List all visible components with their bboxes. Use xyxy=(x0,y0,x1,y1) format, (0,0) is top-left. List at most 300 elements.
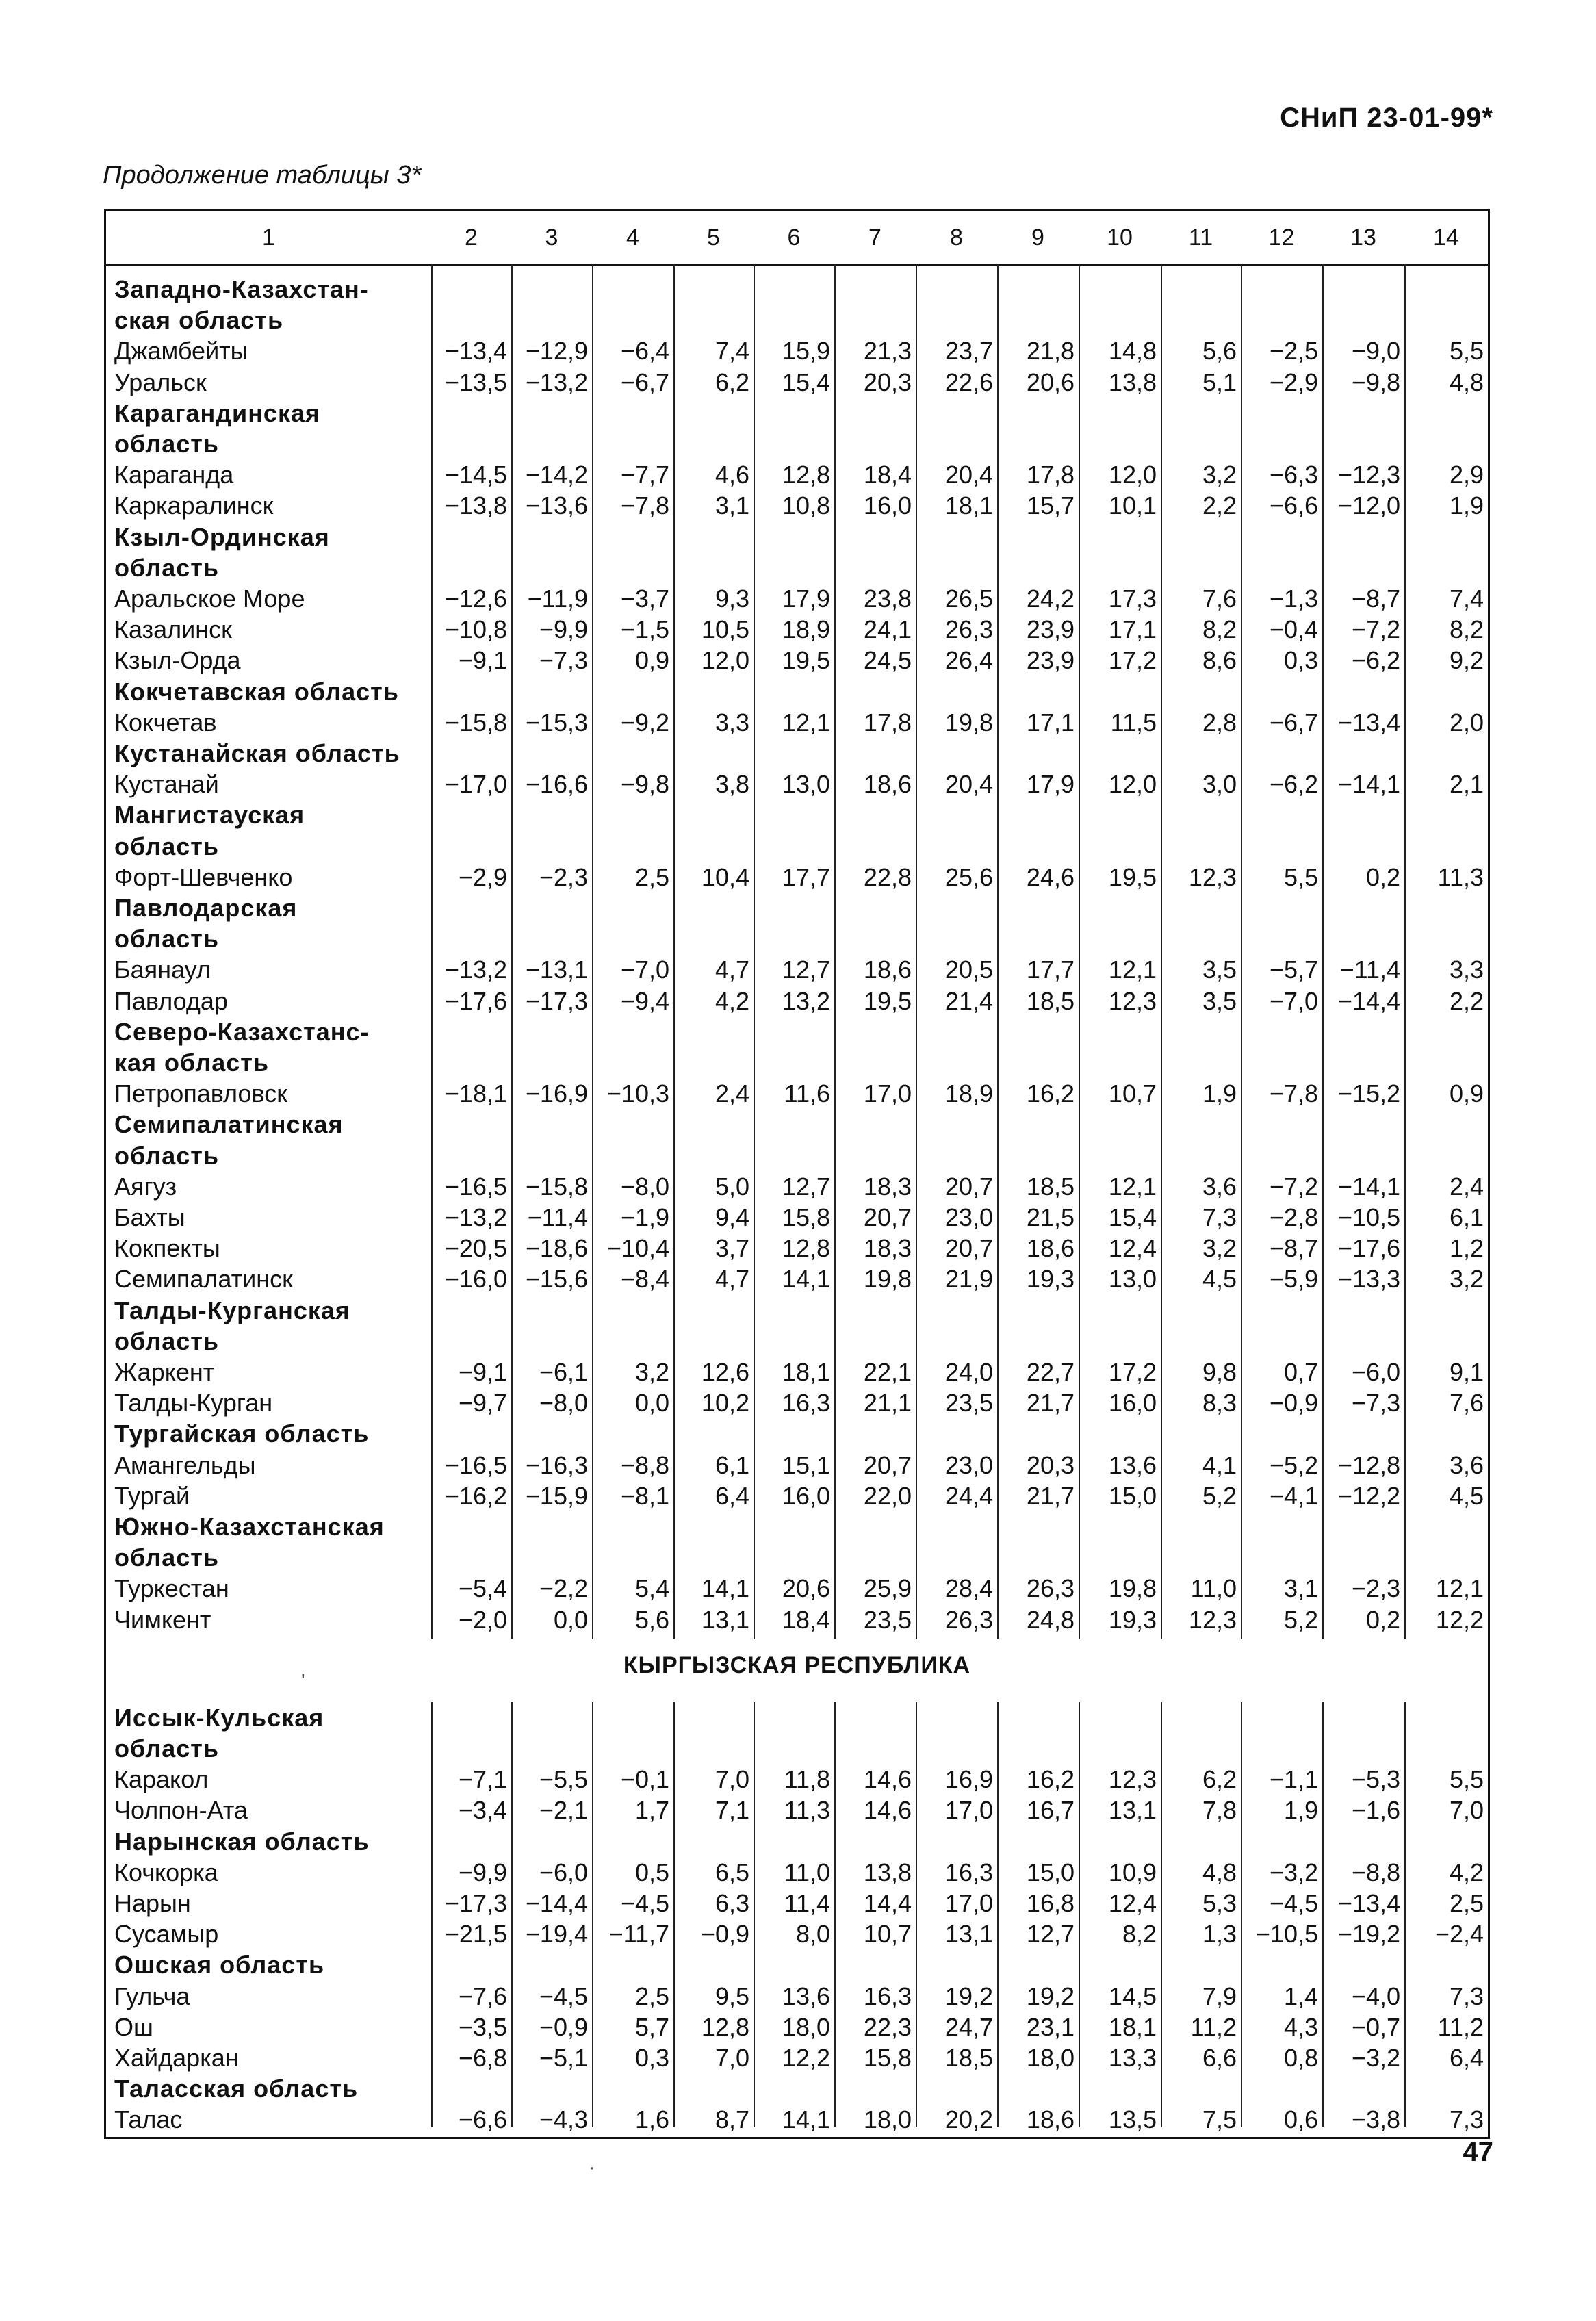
value-cell: 12,3 xyxy=(1188,862,1237,891)
value-cell: 5,6 xyxy=(634,1605,669,1634)
value-cell: 28,4 xyxy=(944,1574,993,1603)
value-cell: 17,8 xyxy=(863,708,912,736)
value-cell: 9,8 xyxy=(1202,1358,1237,1386)
value-cell: 0,5 xyxy=(634,1858,669,1886)
value-cell: −20,5 xyxy=(444,1234,507,1263)
column-divider xyxy=(834,1702,836,2127)
value-cell: 2,4 xyxy=(1449,1172,1484,1201)
value-cell: 4,5 xyxy=(1202,1265,1237,1294)
region-heading-row xyxy=(106,274,1488,305)
value-cell: −19,4 xyxy=(525,1920,588,1949)
value-cell: 0,7 xyxy=(1283,1358,1318,1386)
region-heading-row xyxy=(106,398,1488,428)
value-cell: −16,5 xyxy=(444,1172,507,1201)
value-cell: −13,4 xyxy=(1337,708,1400,736)
value-cell: −4,3 xyxy=(539,2105,588,2134)
value-cell: 20,6 xyxy=(1026,368,1074,396)
value-cell: 17,7 xyxy=(1026,956,1074,984)
value-cell: −16,0 xyxy=(444,1265,507,1294)
value-cell: −15,8 xyxy=(525,1172,588,1201)
value-cell: −15,2 xyxy=(1337,1079,1400,1108)
region-name: Тургайская область xyxy=(114,1420,370,1448)
value-cell: 20,6 xyxy=(782,1574,830,1603)
value-cell: −13,2 xyxy=(444,1203,507,1231)
value-cell: 16,0 xyxy=(1108,1389,1157,1418)
value-cell: 7,0 xyxy=(1449,1796,1484,1825)
value-cell: 4,7 xyxy=(715,1265,749,1294)
value-cell: −8,4 xyxy=(620,1265,669,1294)
value-cell: 11,0 xyxy=(784,1858,830,1886)
value-cell: −18,1 xyxy=(444,1079,507,1108)
region-heading-row xyxy=(106,1826,1488,1857)
region-heading-row xyxy=(106,893,1488,923)
value-cell: 8,0 xyxy=(795,1920,830,1949)
station-name: Казалинск xyxy=(114,615,232,644)
climate-table xyxy=(104,209,1490,2139)
value-cell: −5,5 xyxy=(539,1765,588,1794)
region-name: Кокчетавская область xyxy=(114,677,399,706)
value-cell: 8,2 xyxy=(1202,615,1237,644)
region-heading-row xyxy=(106,1109,1488,1140)
value-cell: 18,6 xyxy=(1026,1234,1074,1263)
value-cell: 20,7 xyxy=(944,1172,993,1201)
value-cell: −4,5 xyxy=(539,1982,588,2010)
value-cell: 11,6 xyxy=(784,1079,830,1108)
value-cell: −7,8 xyxy=(1269,1079,1318,1108)
table-row xyxy=(106,707,1488,738)
value-cell: 4,8 xyxy=(1449,368,1484,396)
value-cell: 8,3 xyxy=(1202,1389,1237,1418)
value-cell: 18,1 xyxy=(1108,2012,1157,2041)
region-name: Южно-Казахстанская xyxy=(114,1513,385,1541)
value-cell: 18,0 xyxy=(1026,2044,1074,2072)
station-name: Кокчетав xyxy=(114,708,217,736)
value-cell: −12,0 xyxy=(1337,491,1400,520)
value-cell: 12,4 xyxy=(1108,1889,1157,1917)
value-cell: 26,5 xyxy=(944,585,993,613)
value-cell: 18,0 xyxy=(782,2012,830,2041)
value-cell: 9,3 xyxy=(715,585,749,613)
value-cell: −1,3 xyxy=(1269,585,1318,613)
table-row xyxy=(106,2104,1488,2135)
station-name: Ош xyxy=(114,2012,153,2041)
value-cell: −9,9 xyxy=(539,615,588,644)
value-cell: 2,0 xyxy=(1449,708,1484,736)
value-cell: 23,0 xyxy=(944,1450,993,1479)
table-row xyxy=(106,1233,1488,1264)
value-cell: 6,4 xyxy=(715,1481,749,1510)
column-divider xyxy=(1404,1702,1406,2127)
station-name: Каркаралинск xyxy=(114,491,274,520)
value-cell: 22,0 xyxy=(863,1481,912,1510)
column-divider xyxy=(1079,264,1080,1639)
value-cell: −14,4 xyxy=(525,1889,588,1917)
region-name: ская область xyxy=(114,306,284,335)
station-name: Хайдаркан xyxy=(114,2044,239,2072)
value-cell: 19,8 xyxy=(1108,1574,1157,1603)
table-row xyxy=(106,335,1488,366)
value-cell: 12,8 xyxy=(782,1234,830,1263)
value-cell: 0,3 xyxy=(1283,646,1318,675)
value-cell: 7,0 xyxy=(715,1765,749,1794)
table-row xyxy=(106,1480,1488,1511)
value-cell: 17,2 xyxy=(1108,1358,1157,1386)
region-heading-row xyxy=(106,1295,1488,1326)
value-cell: 0,3 xyxy=(634,2044,669,2072)
value-cell: −11,9 xyxy=(527,585,588,613)
value-cell: 1,9 xyxy=(1449,491,1484,520)
value-cell: −10,4 xyxy=(606,1234,669,1263)
station-name: Каракол xyxy=(114,1765,209,1794)
value-cell: −12,9 xyxy=(525,337,588,366)
value-cell: 1,9 xyxy=(1202,1079,1237,1108)
column-header: 14 xyxy=(1433,225,1459,251)
value-cell: 17,3 xyxy=(1108,585,1157,613)
region-heading-row xyxy=(106,923,1488,954)
region-name: область xyxy=(114,925,220,953)
value-cell: 0,2 xyxy=(1365,1605,1400,1634)
value-cell: 2,1 xyxy=(1449,770,1484,799)
value-cell: 18,5 xyxy=(1026,986,1074,1015)
value-cell: 9,4 xyxy=(715,1203,749,1231)
station-name: Жаркент xyxy=(114,1358,215,1386)
column-header: 11 xyxy=(1188,225,1213,251)
station-name: Талас xyxy=(114,2105,183,2134)
value-cell: −2,5 xyxy=(1269,337,1318,366)
table-row xyxy=(106,1573,1488,1604)
value-cell: 12,1 xyxy=(1435,1574,1484,1603)
value-cell: 15,1 xyxy=(782,1450,830,1479)
value-cell: 3,6 xyxy=(1449,1450,1484,1479)
value-cell: 25,6 xyxy=(944,862,993,891)
value-cell: −11,4 xyxy=(1339,956,1400,984)
value-cell: 15,7 xyxy=(1026,491,1074,520)
value-cell: 10,2 xyxy=(701,1389,749,1418)
region-heading-row xyxy=(106,1511,1488,1542)
value-cell: −13,5 xyxy=(444,368,507,396)
region-heading-row xyxy=(106,831,1488,862)
value-cell: 16,2 xyxy=(1026,1079,1074,1108)
value-cell: 11,4 xyxy=(784,1889,830,1917)
value-cell: 19,3 xyxy=(1108,1605,1157,1634)
value-cell: −3,2 xyxy=(1269,1858,1318,1886)
value-cell: 9,2 xyxy=(1449,646,1484,675)
value-cell: 2,8 xyxy=(1202,708,1237,736)
value-cell: 10,9 xyxy=(1108,1858,1157,1886)
station-name: Аягуз xyxy=(114,1172,177,1201)
value-cell: −1,5 xyxy=(620,615,669,644)
value-cell: 16,8 xyxy=(1026,1889,1074,1917)
value-cell: 19,2 xyxy=(1026,1982,1074,2010)
column-divider xyxy=(511,1702,513,2127)
value-cell: −17,6 xyxy=(444,986,507,1015)
station-name: Семипалатинск xyxy=(114,1265,293,1294)
value-cell: 12,2 xyxy=(1435,1605,1484,1634)
station-name: Уральск xyxy=(114,368,207,396)
station-name: Бахты xyxy=(114,1203,185,1231)
value-cell: −12,6 xyxy=(444,585,507,613)
table-row xyxy=(106,1857,1488,1888)
value-cell: −10,5 xyxy=(1255,1920,1318,1949)
value-cell: 5,0 xyxy=(715,1172,749,1201)
value-cell: −13,2 xyxy=(525,368,588,396)
value-cell: 3,2 xyxy=(1202,1234,1237,1263)
value-cell: 15,4 xyxy=(782,368,830,396)
value-cell: 12,8 xyxy=(782,461,830,489)
value-cell: 2,4 xyxy=(715,1079,749,1108)
region-name: Нарынская область xyxy=(114,1827,370,1856)
value-cell: 10,7 xyxy=(1108,1079,1157,1108)
table-row xyxy=(106,1171,1488,1202)
value-cell: 22,3 xyxy=(863,2012,912,2041)
value-cell: 5,7 xyxy=(634,2012,669,2041)
station-name: Кочкорка xyxy=(114,1858,218,1886)
value-cell: 8,2 xyxy=(1122,1920,1157,1949)
value-cell: 18,5 xyxy=(1026,1172,1074,1201)
value-cell: 17,0 xyxy=(944,1796,993,1825)
value-cell: 15,8 xyxy=(863,2044,912,2072)
value-cell: 7,6 xyxy=(1449,1389,1484,1418)
region-name: Западно-Казахстан- xyxy=(114,275,369,303)
value-cell: 24,2 xyxy=(1026,585,1074,613)
table-row xyxy=(106,1604,1488,1635)
value-cell: 24,7 xyxy=(944,2012,993,2041)
value-cell: 3,2 xyxy=(1202,461,1237,489)
value-cell: −12,3 xyxy=(1337,461,1400,489)
column-divider xyxy=(431,264,433,1639)
document-code: СНиП 23-01-99* xyxy=(1280,103,1493,133)
value-cell: 21,8 xyxy=(1026,337,1074,366)
value-cell: 0,0 xyxy=(553,1605,588,1634)
value-cell: −9,0 xyxy=(1351,337,1400,366)
value-cell: 12,7 xyxy=(782,956,830,984)
region-name: Кустанайская область xyxy=(114,739,400,767)
region-name: кая область xyxy=(114,1049,270,1077)
value-cell: 11,5 xyxy=(1110,708,1157,736)
value-cell: 26,4 xyxy=(944,646,993,675)
table-row xyxy=(106,1888,1488,1919)
value-cell: 19,8 xyxy=(944,708,993,736)
value-cell: −13,6 xyxy=(525,491,588,520)
station-name: Петропавловск xyxy=(114,1079,287,1108)
value-cell: 17,9 xyxy=(1026,770,1074,799)
value-cell: 18,6 xyxy=(863,770,912,799)
value-cell: 12,4 xyxy=(1108,1234,1157,1263)
column-divider xyxy=(1079,1702,1080,2127)
value-cell: 15,4 xyxy=(1108,1203,1157,1231)
table-row xyxy=(106,1450,1488,1480)
column-header: 3 xyxy=(545,225,558,251)
value-cell: −15,3 xyxy=(525,708,588,736)
value-cell: 4,6 xyxy=(715,461,749,489)
value-cell: −7,0 xyxy=(1269,986,1318,1015)
column-header: 13 xyxy=(1350,225,1376,251)
value-cell: 8,6 xyxy=(1202,646,1237,675)
value-cell: 5,3 xyxy=(1202,1889,1237,1917)
value-cell: 3,0 xyxy=(1202,770,1237,799)
column-header: 7 xyxy=(868,225,881,251)
value-cell: 10,4 xyxy=(701,862,749,891)
value-cell: 7,0 xyxy=(715,2044,749,2072)
value-cell: 15,0 xyxy=(1026,1858,1074,1886)
value-cell: 3,6 xyxy=(1202,1172,1237,1201)
value-cell: −4,5 xyxy=(1269,1889,1318,1917)
region-heading-row xyxy=(106,1047,1488,1078)
value-cell: −14,1 xyxy=(1337,770,1400,799)
value-cell: 13,1 xyxy=(1108,1796,1157,1825)
region-heading-row xyxy=(106,799,1488,830)
value-cell: −1,1 xyxy=(1269,1765,1318,1794)
value-cell: 20,7 xyxy=(863,1203,912,1231)
value-cell: −14,4 xyxy=(1337,986,1400,1015)
value-cell: 16,0 xyxy=(782,1481,830,1510)
value-cell: 4,2 xyxy=(715,986,749,1015)
value-cell: 12,3 xyxy=(1108,986,1157,1015)
value-cell: −9,9 xyxy=(458,1858,507,1886)
column-header: 9 xyxy=(1031,225,1044,251)
value-cell: 17,0 xyxy=(863,1079,912,1108)
station-name: Кустанай xyxy=(114,770,219,799)
value-cell: 19,8 xyxy=(863,1265,912,1294)
table-row xyxy=(106,2042,1488,2073)
value-cell: 23,5 xyxy=(944,1389,993,1418)
value-cell: 21,7 xyxy=(1026,1389,1074,1418)
value-cell: −8,0 xyxy=(539,1389,588,1418)
value-cell: −7,0 xyxy=(620,956,669,984)
region-heading-row xyxy=(106,1326,1488,1357)
value-cell: 14,1 xyxy=(701,1574,749,1603)
value-cell: 5,5 xyxy=(1283,862,1318,891)
value-cell: 18,4 xyxy=(782,1605,830,1634)
region-name: область xyxy=(114,1141,220,1170)
value-cell: −13,3 xyxy=(1337,1265,1400,1294)
value-cell: −17,3 xyxy=(525,986,588,1015)
value-cell: 19,2 xyxy=(944,1982,993,2010)
column-divider xyxy=(916,1702,917,2127)
value-cell: 1,9 xyxy=(1283,1796,1318,1825)
value-cell: 20,3 xyxy=(863,368,912,396)
region-heading-row xyxy=(106,1140,1488,1171)
value-cell: 6,2 xyxy=(1202,1765,1237,1794)
value-cell: 16,9 xyxy=(944,1765,993,1794)
value-cell: −0,9 xyxy=(700,1920,749,1949)
table-row xyxy=(106,645,1488,676)
value-cell: 10,5 xyxy=(701,615,749,644)
value-cell: −6,7 xyxy=(1269,708,1318,736)
value-cell: 13,0 xyxy=(1108,1265,1157,1294)
station-name: Кокпекты xyxy=(114,1234,220,1263)
table-row xyxy=(106,367,1488,398)
value-cell: −5,1 xyxy=(539,2044,588,2072)
value-cell: −2,1 xyxy=(539,1796,588,1825)
column-divider xyxy=(997,1702,999,2127)
value-cell: −7,6 xyxy=(458,1982,507,2010)
value-cell: 4,3 xyxy=(1283,2012,1318,2041)
value-cell: 17,8 xyxy=(1026,461,1074,489)
value-cell: 15,0 xyxy=(1108,1481,1157,1510)
value-cell: 17,2 xyxy=(1108,646,1157,675)
column-divider xyxy=(511,264,513,1639)
value-cell: 5,5 xyxy=(1449,337,1484,366)
column-header: 2 xyxy=(465,225,478,251)
table-row xyxy=(106,769,1488,799)
value-cell: 18,6 xyxy=(863,956,912,984)
region-name: область xyxy=(114,1543,220,1572)
column-divider xyxy=(834,264,836,1639)
value-cell: 12,0 xyxy=(1108,770,1157,799)
region-name: Мангистауская xyxy=(114,801,305,830)
value-cell: 7,3 xyxy=(1202,1203,1237,1231)
station-name: Нарын xyxy=(114,1889,191,1917)
value-cell: 0,8 xyxy=(1283,2044,1318,2072)
value-cell: 11,2 xyxy=(1190,2012,1237,2041)
region-name: область xyxy=(114,1734,220,1762)
value-cell: 6,2 xyxy=(715,368,749,396)
column-divider xyxy=(1161,264,1162,1639)
value-cell: −3,2 xyxy=(1351,2044,1400,2072)
value-cell: 10,1 xyxy=(1108,491,1157,520)
value-cell: 25,9 xyxy=(863,1574,912,1603)
value-cell: −7,2 xyxy=(1351,615,1400,644)
table-row xyxy=(106,862,1488,893)
value-cell: −0,4 xyxy=(1269,615,1318,644)
station-name: Гульча xyxy=(114,1982,190,2010)
value-cell: 4,7 xyxy=(715,956,749,984)
value-cell: −7,2 xyxy=(1269,1172,1318,1201)
value-cell: −14,5 xyxy=(444,461,507,489)
value-cell: 16,3 xyxy=(782,1389,830,1418)
value-cell: −17,6 xyxy=(1337,1234,1400,1263)
value-cell: 14,6 xyxy=(863,1765,912,1794)
region-heading-row xyxy=(106,1418,1488,1449)
value-cell: 3,7 xyxy=(715,1234,749,1263)
station-name: Форт-Шевченко xyxy=(114,862,293,891)
value-cell: −13,8 xyxy=(444,491,507,520)
column-divider xyxy=(431,1702,433,2127)
value-cell: 13,8 xyxy=(863,1858,912,1886)
value-cell: 4,1 xyxy=(1202,1450,1237,1479)
value-cell: 11,8 xyxy=(784,1765,830,1794)
value-cell: 13,1 xyxy=(944,1920,993,1949)
table-row xyxy=(106,1981,1488,2012)
value-cell: 7,4 xyxy=(715,337,749,366)
value-cell: 18,6 xyxy=(1026,2105,1074,2134)
value-cell: −16,2 xyxy=(444,1481,507,1510)
region-heading-row xyxy=(106,676,1488,707)
value-cell: 7,4 xyxy=(1449,585,1484,613)
value-cell: 24,0 xyxy=(944,1358,993,1386)
value-cell: −2,2 xyxy=(539,1574,588,1603)
station-name: Караганда xyxy=(114,461,234,489)
value-cell: −8,8 xyxy=(1351,1858,1400,1886)
value-cell: −4,0 xyxy=(1351,1982,1400,2010)
value-cell: −5,7 xyxy=(1269,956,1318,984)
value-cell: −7,7 xyxy=(620,461,669,489)
value-cell: 13,6 xyxy=(1108,1450,1157,1479)
value-cell: 13,3 xyxy=(1108,2044,1157,2072)
column-divider xyxy=(673,1702,675,2127)
value-cell: 0,2 xyxy=(1365,862,1400,891)
value-cell: 9,5 xyxy=(715,1982,749,2010)
value-cell: −6,2 xyxy=(1269,770,1318,799)
value-cell: −16,3 xyxy=(525,1450,588,1479)
value-cell: −19,2 xyxy=(1337,1920,1400,1949)
value-cell: 10,8 xyxy=(782,491,830,520)
value-cell: 4,5 xyxy=(1449,1481,1484,1510)
value-cell: 21,7 xyxy=(1026,1481,1074,1510)
value-cell: 23,0 xyxy=(944,1203,993,1231)
region-heading-row xyxy=(106,1542,1488,1573)
